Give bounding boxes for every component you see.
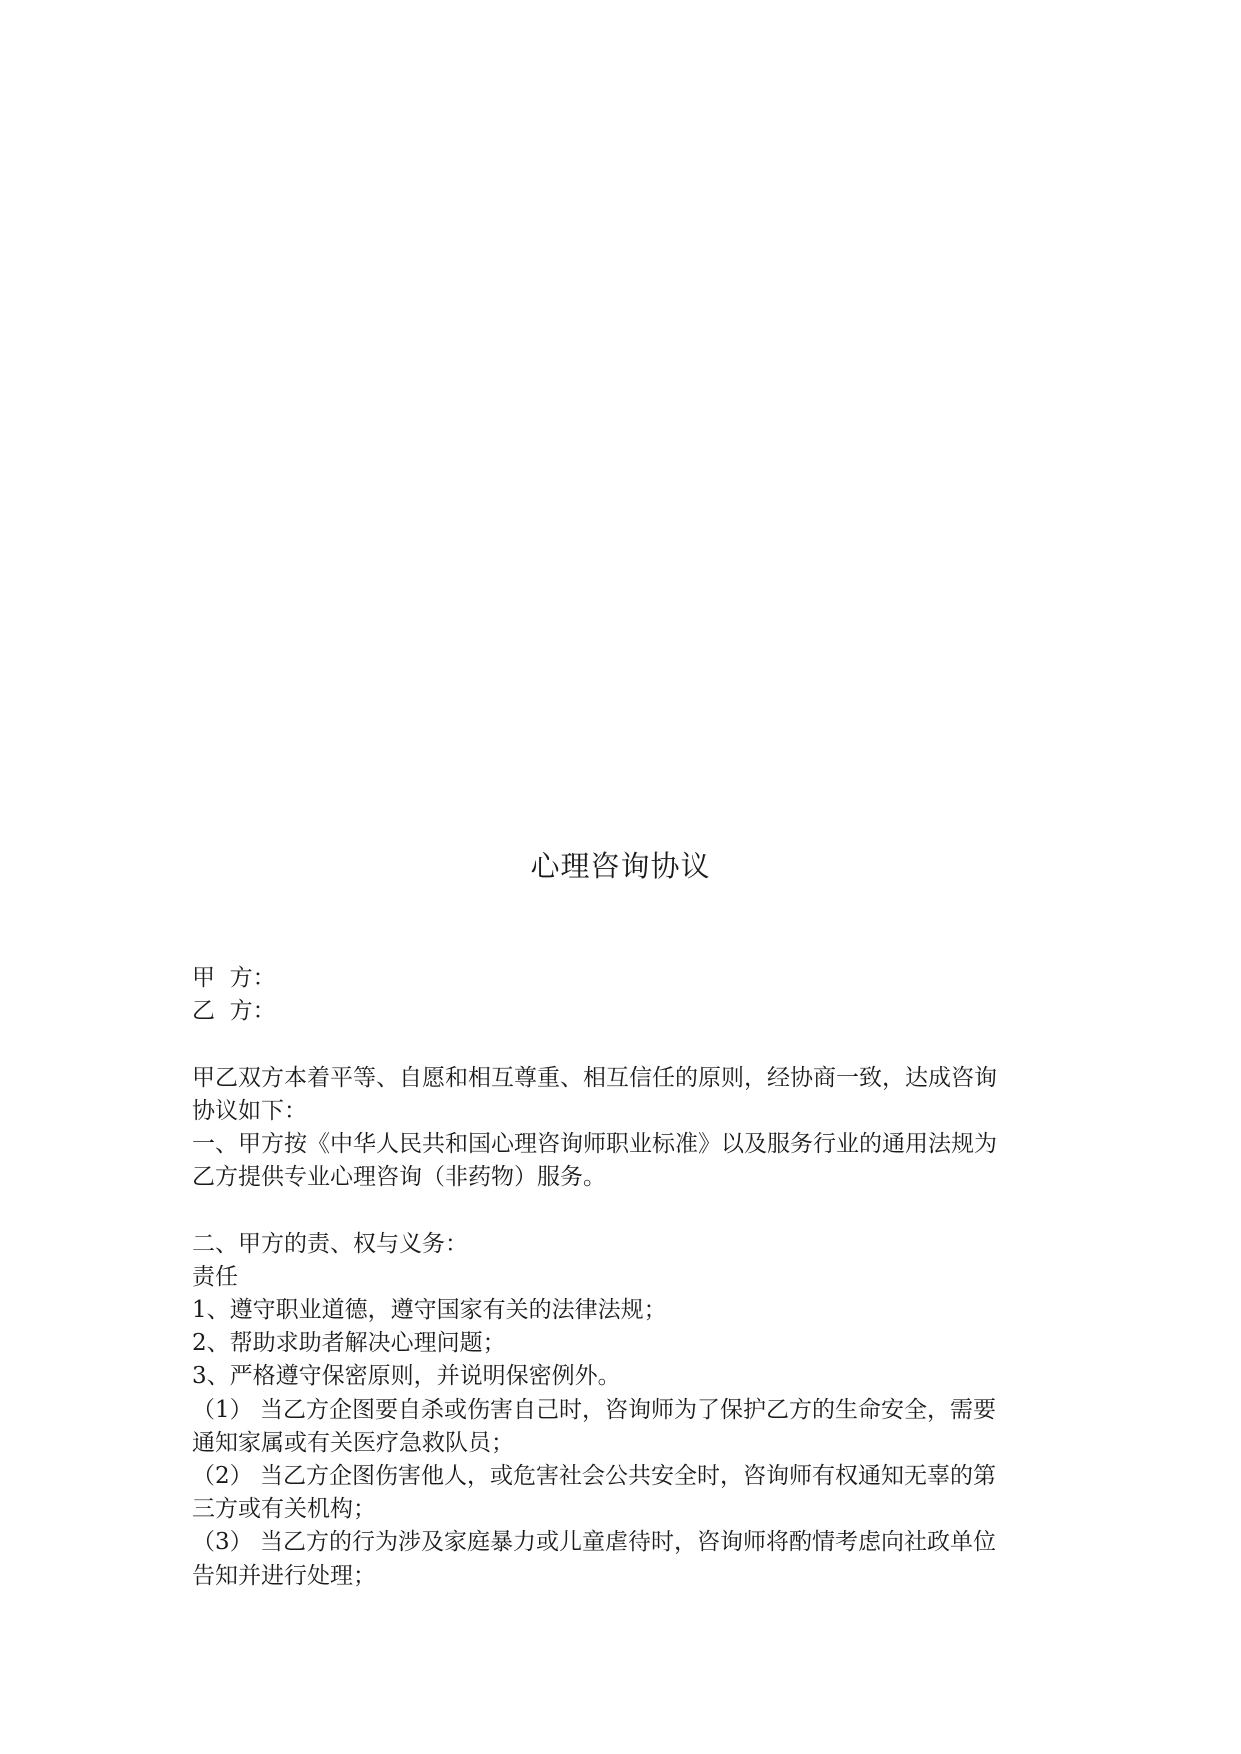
- intro-line: 甲乙双方本着平等、自愿和相互尊重、相互信任的原则，经协商一致，达成咨询: [192, 1064, 997, 1091]
- responsibility-item: 2、帮助求助者解决心理问题；: [192, 1330, 506, 1357]
- party-b-line: 乙 方：: [192, 998, 276, 1025]
- document-title: 心理咨询协议: [530, 849, 711, 883]
- responsibility-heading: 责任: [192, 1263, 238, 1290]
- clause-1-line: 一、甲方按《中华人民共和国心理咨询师职业标准》以及服务行业的通用法规为: [192, 1131, 997, 1157]
- exception-line: 三方或有关机构；: [192, 1496, 376, 1523]
- intro-line: 协议如下：: [192, 1097, 307, 1124]
- clause-2-heading: 二、甲方的责、权与义务：: [192, 1230, 468, 1257]
- paragraph-gap: [192, 1028, 1054, 1061]
- responsibility-item: 3、严格遵守保密原则，并说明保密例外。: [192, 1363, 621, 1390]
- responsibility-item: 1、遵守职业道德，遵守国家有关的法律法规；: [192, 1297, 667, 1323]
- document-body: [192, 962, 1054, 1593]
- exception-line: （2） 当乙方企图伤害他人，或危害社会公共安全时，咨询师有权通知无辜的第: [192, 1463, 996, 1490]
- exception-line: （3） 当乙方的行为涉及家庭暴力或儿童虐待时，咨询师将酌情考虑向社政单位: [192, 1529, 996, 1556]
- party-a-line: 甲 方：: [192, 965, 276, 991]
- exception-line: （1） 当乙方企图要自杀或伤害自己时，咨询师为了保护乙方的生命安全，需要: [192, 1396, 996, 1423]
- exception-line: 通知家属或有关医疗急救队员；: [192, 1429, 514, 1456]
- clause-1-line: 乙方提供专业心理咨询（非药物）服务。: [192, 1164, 606, 1191]
- exception-line: 告知并进行处理；: [192, 1562, 376, 1589]
- paragraph-gap: [192, 1194, 1054, 1227]
